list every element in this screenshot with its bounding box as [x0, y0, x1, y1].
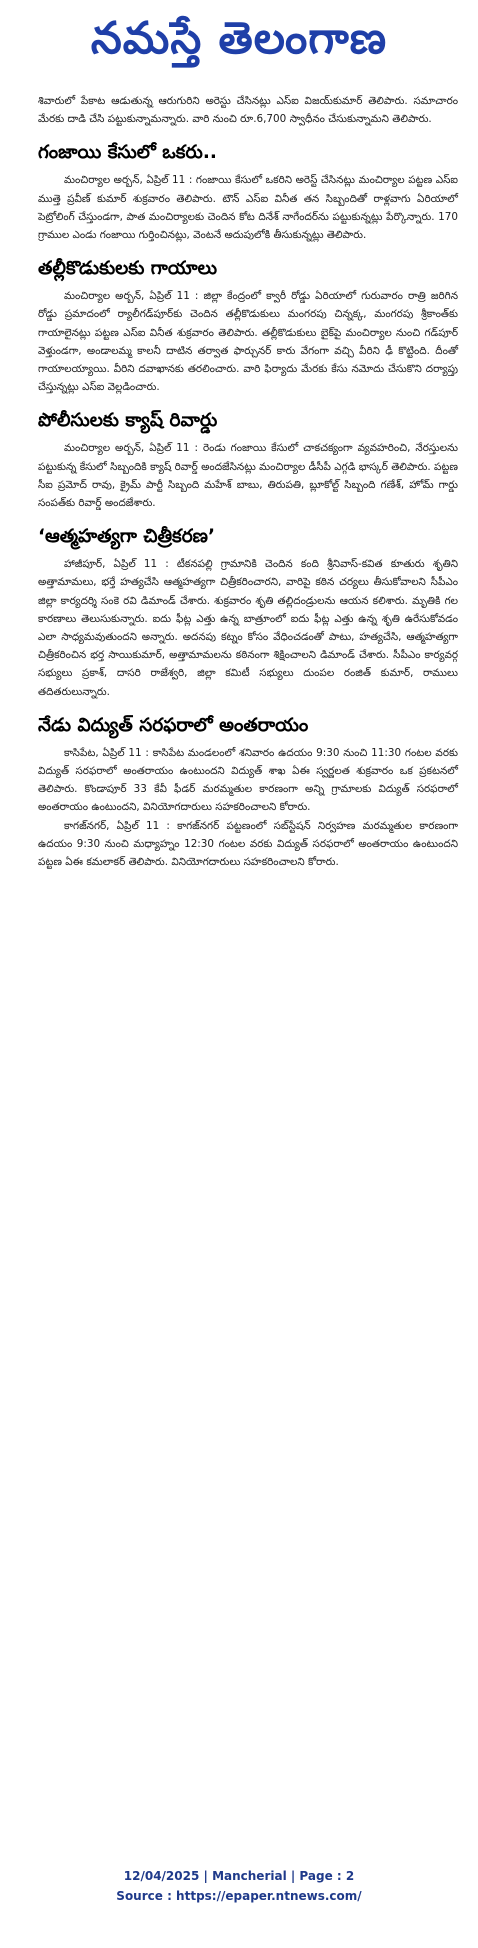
edition-info: 12/04/2025 | Mancherial | Page : 2	[123, 1869, 355, 1883]
article-paragraph: కాసిపేట, ఏప్రిల్ 11 : కాసిపేట మండలంలో శనివారం ఉదయం 9:30 నుంచి 11:30 గంటల వరకు విద్యుత్ సరఫరాలో అంతరాయం ఉంటుందని విద్యుత్ శాఖ ఏఈ స్వర్ణలత శుక్రవారం ఒక ప్రకటనలో తెలిపారు. కొండాపూర్ 33 కేవీ ఫీడర్ మరమ్మతుల కారణంగా అన్ని గ్రామాలకు విద్యుత్ సరఫరాలో అంతరాయం ఉంటుందని, వినియోగదారులు సహకరించాలని కోరారు.	[38, 746, 458, 814]
article-paragraph: మంచిర్యాల అర్బన్, ఏప్రిల్ 11 : రెండు గంజాయి కేసులో చాకచక్యంగా వ్యవహరించి, నేరస్తులను పట్టుకున్న కేసులో సిబ్బందికి క్యాష్ రివార్డ్ అందజేసినట్లు మంచిర్యాల డీసీపీ ఎగ్గడి భాస్కర్ తెలిపారు. పట్టణ సీఐ ప్రమోద్ రావు, క్రైమ్ పార్టీ సిబ్బంది మహేశ్ బాబు, తిరుపతి, బ్లూకోల్ట్ సిబ్బంది గణేశ్, హోమ్ గార్డు సంపత్‌కు రివార్డ్ అందజేశారు.	[38, 442, 458, 510]
article-cash-reward	[38, 408, 458, 512]
source-link: Source : https://epaper.ntnews.com/	[116, 1889, 362, 1903]
newspaper-logo: నమస్తే తెలంగాణ	[90, 13, 388, 64]
article-paragraph: కాగజ్‌నగర్, ఏప్రిల్ 11 : కాగజ్‌నగర్ పట్టణంలో సబ్‌స్టేషన్ నిర్వహణ మరమ్మతుల కారణంగా ఉదయం 9:30 నుంచి మధ్యాహ్నం 12:30 గంటల వరకు విద్యుత్ సరఫరాలో అంతరాయం ఉంటుందని పట్టణ ఏఈ కమలాకర్ తెలిపారు. వినియోగదారులు సహకరించాలని కోరారు.	[38, 819, 458, 869]
article-heading: ‘ఆత్మహత్యగా చిత్రీకరణ’	[38, 526, 215, 548]
news-column	[38, 92, 458, 871]
article-power-outage	[38, 713, 458, 871]
article-heading: తల్లీకొడుకులకు గాయాలు	[38, 258, 218, 280]
article-paragraph: హాజీపూర్, ఏప్రిల్ 11 : టీకనపల్లి గ్రామానికి చెందిన కంది శ్రీనివాస్-కవిత కూతురు శృతిని అత్తామామలు, భర్తే హత్యచేసి ఆత్మహత్యగా చిత్రీకరించారని, వారిపై కఠిన చర్యలు తీసుకోవాలని సీపీఎం జిల్లా కార్యదర్శి సంకె రవి డిమాండ్ చేశారు. శుక్రవారం శృతి తల్లిదండ్రులను ఆయన కలిశారు. మృతికి గల కారణాలు తెలుసుకున్నారు. ఐదు ఫీట్ల ఎత్తు ఉన్న బాత్రూంలో ఐదు ఫీట్ల ఎత్తు ఉన్న శృతి ఉరేసుకోవడం ఎలా సాధ్యమవుతుందని అన్నారు. అదనపు కట్నం కోసం వేధించడంతో పాటు, హత్యచేసి, ఆత్మహత్యగా చిత్రీకరించిన భర్త సాయికుమార్, అత్తామామలను కఠినంగా శిక్షించాలని డిమాండ్ చేశారు. సీపీఎం కార్యవర్గ సభ్యులు ప్రకాశ్, దాసరి రాజేశ్వరి, జిల్లా కమిటీ సభ్యులు దుంపల రంజిత్ కుమార్, రాములు తదితరులున్నారు.	[38, 558, 458, 698]
article-suicide-portrayal	[38, 524, 458, 701]
article-paragraph: మంచిర్యాల అర్బన్, ఏప్రిల్ 11 : గంజాయి కేసులో ఒకరిని అరెస్ట్ చేసినట్లు మంచిర్యాల పట్టణ ఎస్ఐ ముత్తె ప్రవీణ్ కుమార్ శుక్రవారం తెలిపారు. టౌన్ ఎస్ఐ వినీత తన సిబ్బందితో రాళ్లవాగు ఏరియాలో పెట్రోలింగ్ చేస్తుండగా, పాత మంచిర్యాలకు చెందిన కోట దినేశ్ నాగేందర్‌ను పట్టుకున్నట్లు పేర్కొన్నారు. 170 గ్రాముల ఎండు గంజాయి గుర్తించినట్లు, వెంటనే అదుపులోకి తీసుకున్నట్లు తెలిపారు.	[38, 174, 458, 242]
page-footer	[0, 1866, 478, 1906]
article-paragraph: మంచిర్యాల అర్బన్, ఏప్రిల్ 11 : జిల్లా కేంద్రంలో క్వారీ రోడ్డు ఏరియాలో గురువారం రాత్రి జరిగిన రోడ్డు ప్రమాదంలో ర్యాలీగడ్‌పూర్‌కు చెందిన తల్లీకొడుకులు మంగరపు చిన్నక్క, మంగరపు శ్రీకాంత్‌కు గాయాలైనట్లు పట్టణ ఎస్ఐ వినీత శుక్రవారం తెలిపారు. తల్లీకొడుకులు బైక్‌పై మంచిర్యాల నుంచి గడ్‌పూర్ వెళ్తుండగా, అండాలమ్మ కాలనీ దాటిన తర్వాత ఫార్చునర్ కారు వేగంగా వచ్చి వీరిని ఢీ కొట్టింది. దీంతో గాయాలయ్యాయి. వీరిని దవాఖానకు తరలించారు. వారి ఫిర్యాదు మేరకు కేసు నమోదు చేసుకొని దర్యాప్తు చేస్తున్నట్లు ఎస్ఐ వెల్లడించారు.	[38, 290, 458, 394]
article-ganja-case	[38, 140, 458, 244]
masthead	[0, 0, 478, 88]
article-heading: నేడు విద్యుత్ సరఫరాలో అంతరాయం	[38, 714, 309, 736]
lead-paragraph: శివారులో పేకాట ఆడుతున్న ఆరుగురిని అరెస్టు చేసినట్లు ఎస్ఐ విజయ్‌కుమార్ తెలిపారు. సమాచారం మేరకు దాడి చేసి పట్టుకున్నామన్నారు. వారి నుంచి రూ.6,700 స్వాధీనం చేసుకున్నామని తెలిపారు.	[38, 95, 458, 126]
article-road-accident	[38, 256, 458, 396]
article-heading: గంజాయి కేసులో ఒకరు..	[38, 142, 217, 164]
article-heading: పోలీసులకు క్యాష్ రివార్డు	[38, 410, 218, 432]
